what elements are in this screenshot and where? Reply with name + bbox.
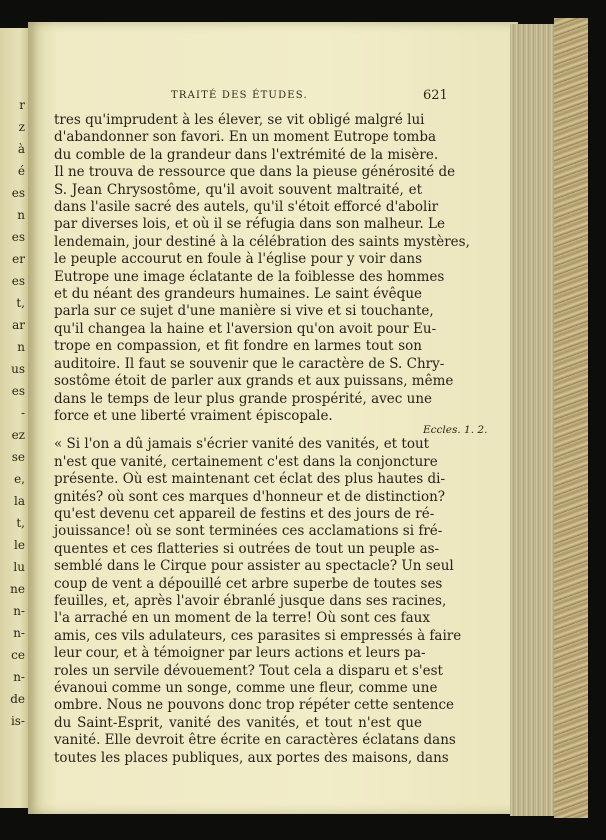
paragraph	[54, 112, 470, 425]
text-line: qu'est devenu cet appareil de festins et des jours de ré-	[54, 505, 435, 522]
text-line: gnités? où sont ces marques d'honneur et de distinction?	[54, 488, 446, 505]
text-line: parla sur ce sujet d'une manière si vive et si touchante,	[54, 303, 434, 320]
text-line: force et une liberté vraiment épiscopale.	[54, 407, 333, 424]
left-page-fragment: n-	[13, 626, 25, 640]
text-line: « Si l'on a dû jamais s'écrier vanité des vanités, et tout	[54, 436, 430, 453]
left-page-fragment: us	[11, 362, 25, 376]
text-line: tres qu'imprudent à les élever, se vit obligé malgré lui	[54, 112, 425, 128]
text-line: ombre. Nous ne pouvons donc trop répéter cette sentence	[54, 697, 454, 714]
text-line: d'abandonner son favori. En un moment Eutrope tomba	[54, 129, 437, 146]
text-line: roles un servile dévouement? Tout cela a disparu et s'est	[54, 662, 443, 679]
text-line: du comble de la grandeur dans l'extrémité de la misère.	[54, 146, 439, 163]
left-page-fragment: e,	[14, 472, 25, 486]
paragraph	[54, 436, 462, 767]
left-page-fragment: ar	[12, 318, 25, 332]
text-line: semblé dans le Cirque pour assister au spectacle? Un seul	[54, 558, 454, 575]
left-page-fragment: ce	[11, 648, 25, 662]
left-page-fragment: z	[18, 120, 25, 134]
left-page-fragment: lu	[13, 560, 25, 574]
left-page-fragment: ne	[10, 582, 25, 596]
page-number: 621	[423, 88, 448, 103]
left-page-fragment: ez	[11, 428, 25, 442]
previous-page-edge	[0, 28, 28, 808]
text-line: évanoui comme un songe, comme une fleur, comme une	[54, 680, 438, 696]
text-line: et du néant des grandeurs humaines. Le saint évêque	[54, 286, 422, 303]
left-page-fragment: es	[11, 230, 25, 244]
left-page-fragment: à	[17, 142, 25, 156]
text-line: trope en compassion, et fit fondre en larmes tout son	[54, 338, 422, 355]
text-line: feuilles, et, après l'avoir ébranlé jusque dans ses racines,	[54, 592, 447, 609]
left-page-fragment: la	[14, 494, 25, 508]
left-page-fragment: t,	[16, 296, 25, 310]
text-line: jouissance! où se sont terminées ces acclamations si fré-	[54, 523, 443, 540]
text-line: le peuple accourut en foule à l'église pour y voir dans	[54, 251, 422, 268]
text-line: toutes les places publiques, aux portes des maisons, dans	[54, 749, 449, 766]
text-line: vanité. Elle devroit être écrite en caractères éclatans dans	[54, 732, 456, 749]
text-line: Il ne trouva de ressource que dans la pieuse générosité de	[54, 164, 456, 181]
left-page-fragment: is-	[10, 714, 25, 728]
book-cover-edge	[554, 18, 588, 818]
left-page-fragment: er	[12, 252, 25, 266]
left-page-fragment: es	[11, 274, 25, 288]
text-line: coup de vent a dépouillé cet arbre superbe de toutes ses	[54, 575, 443, 592]
text-line: par diverses lois, et où il se réfugia dans son malheur. Le	[54, 216, 445, 233]
paragraph-gap	[54, 425, 422, 436]
left-page-fragment: se	[11, 450, 25, 464]
left-page-fragment: n-	[13, 670, 25, 684]
running-title: TRAITÉ DES ÉTUDES.	[171, 90, 308, 101]
text-line: auditoire. Il faut se souvenir que le caractère de S. Chry-	[54, 355, 445, 372]
book-page	[28, 22, 518, 814]
left-page-fragment: t,	[16, 516, 25, 530]
text-line: qu'il changea la haine et l'aversion qu'on avoit pour Eu-	[54, 320, 437, 337]
text-line: S. Jean Chrysostôme, qu'il avoit souvent maltraité, et	[54, 181, 422, 198]
left-page-fragment: es	[11, 384, 25, 398]
text-line: Eutrope une image éclatante de la foiblesse des hommes	[54, 268, 445, 285]
left-page-fragment: r	[19, 98, 25, 112]
left-page-fragment: n-	[13, 604, 25, 618]
text-line: amis, ces vils adulateurs, ces parasites si empressés à faire	[54, 627, 462, 644]
text-line: sostôme étoit de parler aux grands et aux puissans, même	[54, 373, 454, 390]
text-line: dans le temps de leur plus grande prospérité, avec une	[54, 390, 433, 407]
text-line: quentes et ces flatteries si outrées de tout un peuple as-	[54, 540, 440, 557]
left-page-fragment: -	[20, 406, 25, 420]
text-line: l'a arraché en un moment de la terre! Où sont ces faux	[54, 610, 430, 627]
text-line: n'est que vanité, certainement c'est dans la conjoncture	[54, 453, 438, 470]
text-line: lendemain, jour destiné à la célébration des saints mystères,	[54, 233, 470, 250]
page-header	[28, 88, 518, 108]
left-page-fragment: de	[10, 692, 25, 706]
page-stack-edge	[510, 24, 556, 816]
margin-note: Eccles. 1. 2.	[423, 424, 488, 436]
left-page-fragment: é	[17, 164, 25, 178]
left-page-fragment: le	[14, 538, 25, 552]
text-line: présente. Où est maintenant cet éclat des plus hautes di-	[54, 471, 446, 488]
left-page-fragment: es	[11, 186, 25, 200]
text-line: dans l'asile sacré des autels, qu'il s'étoit efforcé d'abolir	[54, 199, 439, 216]
text-line: leur cour, et à témoigner par leurs actions et leurs pa-	[54, 645, 426, 662]
text-line: du Saint-Esprit, vanité des vanités, et tout n'est que	[54, 714, 422, 731]
left-page-fragment: n	[17, 340, 25, 354]
left-page-fragment: n	[17, 208, 25, 222]
